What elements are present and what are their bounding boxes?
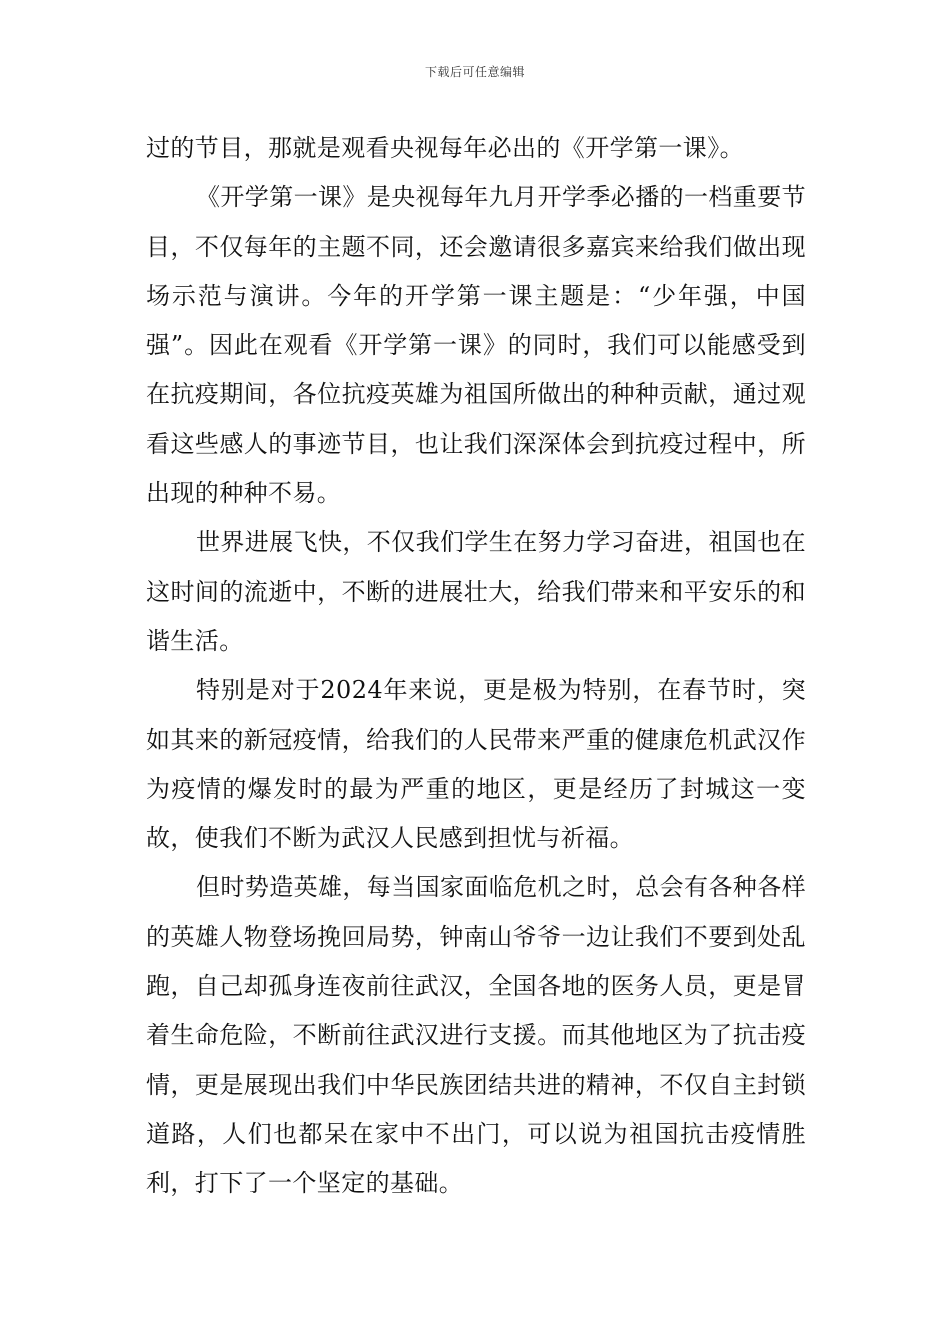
paragraph-heroes: 但时势造英雄，每当国家面临危机之时，总会有各种各样的英雄人物登场挽回局势，钟南山爷爷一边让我们不要到处乱跑，自己却孤身连夜前往武汉，全国各地的医务人员，更是冒着生命危险，不断前往武汉进行支援。而其他地区为了抗击疫情，更是展现出我们中华民族团结共进的精神，不仅自主封锁道路，人们也都呆在家中不出门，可以说为祖国抗击疫情胜利，打下了一个坚定的基础。 (146, 873, 806, 1198)
paragraph-world-progress: 世界进展飞快，不仅我们学生在努力学习奋进，祖国也在这时间的流逝中，不断的进展壮大，给我们带来和平安乐的和谐生活。 (146, 528, 806, 655)
document-body (146, 124, 806, 1209)
paragraph-year-special: 特别是对于2024年来说，更是极为特别，在春节时，突如其来的新冠疫情，给我们的人民带来严重的健康危机武汉作为疫情的爆发时的最为严重的地区，更是经历了封城这一变故，使我们不断为武汉人民感到担忧与祈福。 (146, 676, 806, 853)
paragraph-program-intro: 《开学第一课》是央视每年九月开学季必播的一档重要节目，不仅每年的主题不同，还会邀请很多嘉宾来给我们做出现场示范与演讲。今年的开学第一课主题是：“少年强，中国强”。因此在观看《开学第一课》的同时，我们可以能感受到在抗疫期间，各位抗疫英雄为祖国所做出的种种贡献，通过观看这些感人的事迹节目，也让我们深深体会到抗疫过程中，所出现的种种不易。 (146, 183, 806, 508)
page-header-note: 下载后可任意编辑 (424, 65, 525, 79)
paragraph-continuation: 过的节目，那就是观看央视每年必出的《开学第一课》。 (146, 134, 744, 162)
